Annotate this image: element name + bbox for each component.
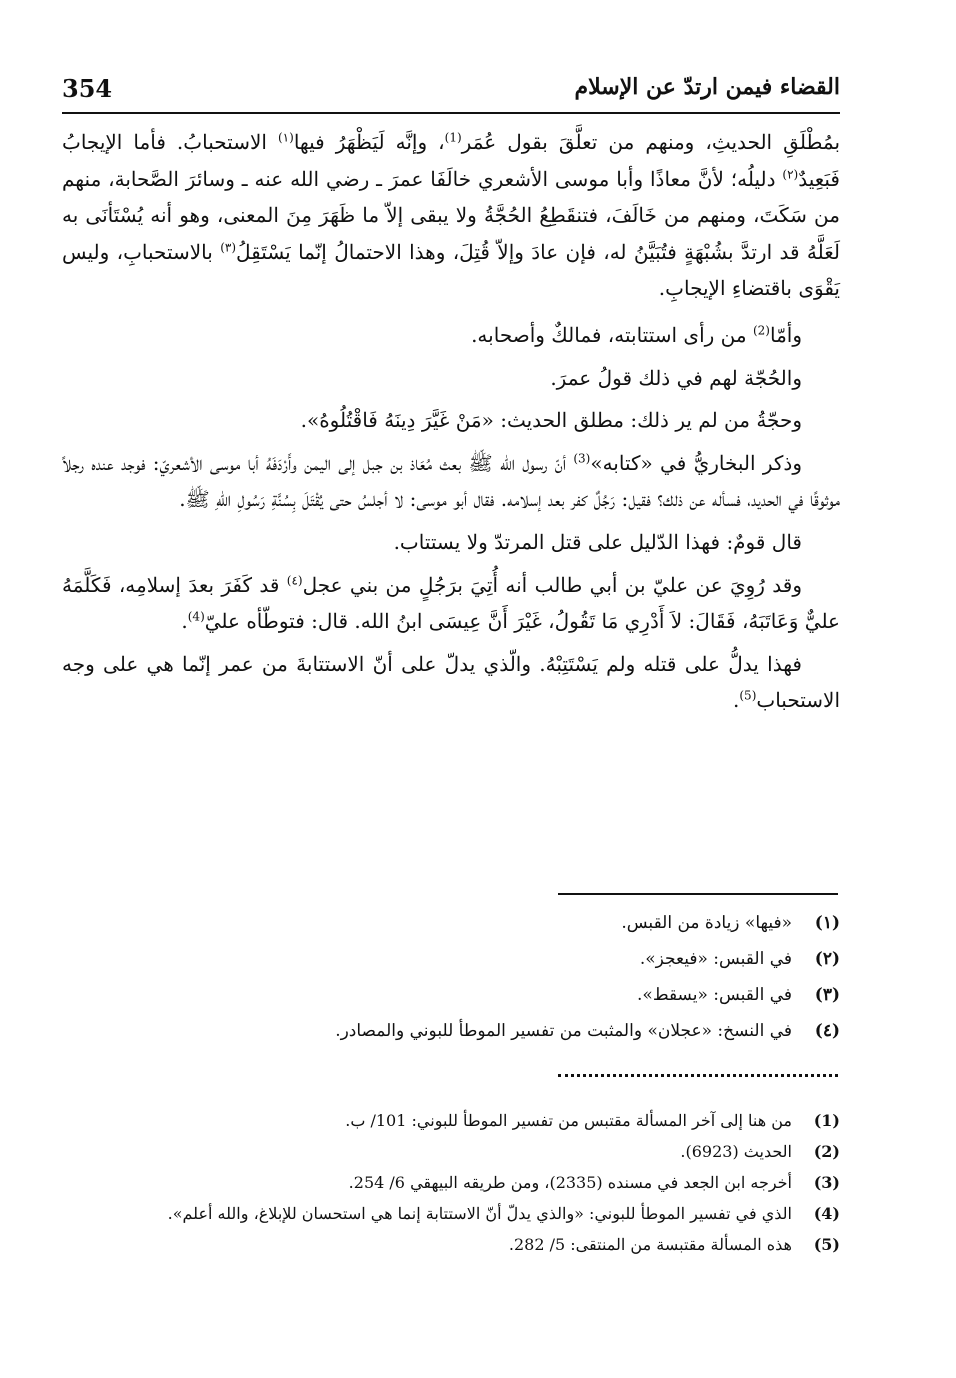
footnote-item [62, 1013, 840, 1049]
footnote-ref: (2) [752, 323, 770, 338]
running-title: القضاء فيمن ارتدّ عن الإسلام [574, 74, 840, 100]
footnote-text: هذه المسألة مقتبسة من المنتقى: 5/ 282. [508, 1235, 792, 1254]
footnote-item [62, 941, 840, 977]
footnote-ref: (5) [739, 688, 757, 703]
footnote-ref: (3) [573, 451, 591, 466]
footnote-ref: (1) [444, 130, 462, 145]
manuscript-footnotes [62, 905, 840, 1049]
main-text [62, 124, 840, 725]
footnote-ref: (٢) [782, 166, 799, 181]
footnote-separator [558, 893, 838, 895]
header-rule [62, 112, 840, 114]
footnote-item [62, 977, 840, 1013]
paragraph-7: وقد رُوِيَ عن عليّ بن أبي طالب أنه أُتِيَ برَجُلٍ من بني عجل$^{(٤)}$ قد كَفَرَ بعدَ إسلامِه، فَكَلَّمَهُ عليٌّ وَعَاتَبَهُ، فَقَالَ: لاَ أَدْرِي مَا تَقُولُ، غَيْرَ أَنَّ عِيسَى ابنُ الله. قال: فتوطّأه عليّ$^{(4)}$. [62, 572, 840, 634]
footnote-text: «فيها» زيادة من القبس. [621, 913, 792, 933]
footnote-number: (1) [813, 1111, 840, 1130]
footnote-ref: (4) [187, 609, 205, 624]
footnote-item [62, 905, 840, 941]
footnote-text: أخرجه ابن الجعد في مسنده (2335)، ومن طريقه البيهقي 6/ 254. [348, 1173, 792, 1192]
footnote-number: (٢) [814, 949, 840, 969]
footnote-ref: (٤) [286, 572, 303, 587]
page-number: 354 [62, 74, 113, 103]
footnote-number: (3) [813, 1173, 840, 1192]
editor-footnotes [62, 1105, 840, 1260]
dotted-separator [558, 1074, 838, 1077]
footnote-number: (4) [813, 1204, 840, 1223]
paragraph-6: قال قومٌ: فهذا الدّليل على قتل المرتدّ ولا يستتاب. [393, 529, 802, 554]
footnote-text: الذي في تفسير الموطأ للبوني: «والذي يدلّ أنّ الاستتابة إنما هي استحسان للإبلاغ، والله أعلم». [167, 1204, 792, 1223]
footnote-text: في القبس: «فيعجز». [639, 949, 792, 969]
footnote-text: الحديث (6923). [680, 1142, 792, 1161]
paragraph-2: وأمّا$^{(2)}$ من رأى استتابته، فمالكٌ وأصحابه. [471, 322, 802, 347]
footnote-number: (١) [814, 913, 840, 933]
footnote-number: (٤) [814, 1021, 840, 1041]
footnote-number: (2) [813, 1142, 840, 1161]
paragraph-3: والحُجّة لهم في ذلك قولُ عمرَ. [550, 365, 802, 390]
footnote-text: في القبس: «يسقط». [637, 985, 792, 1005]
paragraph-4: وحجّةُ من لم ير ذلك: مطلق الحديث: «مَنْ غَيَّرَ دِينَهُ فَاقْتُلُوهُ». [300, 408, 802, 433]
footnote-text: في النسخ: «عجلان» والمثبت من تفسير الموطأ للبوني والمصادر. [335, 1021, 792, 1041]
paragraph-8: فهذا يدلُّ على قتله ولم يَسْتَتِبْهُ. والّذي يدلّ على أنّ الاستتابةَ من عمر إنّما هي على وجه الاستحباب$^{(5)}$. [62, 651, 840, 713]
paragraph-1: بمُطْلَقِ الحديثِ، ومنهم من تعلَّقَ بقول عُمَر$^{(1)}$، وإنَّه لَيَظْهَرُ فيها$^{(١)}$ الاستحبابُ. فأما الإيجابُ فَبَعِيدٌ$^{(٢)}$ دليلُه؛ لأنَّ معاذًا وأبا موسى الأشعري خالَفَا عمرَ ـ رضي الله عنه ـ وسائرَ الصَّحابة، منهم من سَكَتَ، ومنهم من خَالَفَ، فتنقَطِعُ الحُجَّةُ ولا يبقى إلاّ ما ظَهَرَ مِنَ المعنى، وهو أنه يُسْتَأنَى به لَعَلَّهُ قد ارتدَّ بشُبْهَةٍ فتُبَيَّنُ له، فإن عادَ وإلاّ قُتِلَ، وهذا الاحتمالُ إنّما يَسْتَقِلُ$^{(٣)}$ بالاستحبابِ، وليس يَقْوَى باقتضاءِ الإيجابِ. [62, 130, 841, 301]
footnote-item [62, 1198, 840, 1229]
footnote-ref: (٣) [220, 240, 237, 255]
footnote-item [62, 1167, 840, 1198]
footnote-text: من هنا إلى آخر المسألة مقتبس من تفسير الموطأ للبوني: 101/ ب. [345, 1111, 792, 1130]
paragraph-5: وذكر البخاريُّ في «كتابه»$^{(3)}$ أنّ رسول الله ﷺ بعث مُعَاذ بن جبل إلى اليمن وأَرْدَفَهُ أبا موسى الأشعريّ: فوجد عنده رجلاً موثوقًا في الحديد، فسأله عن ذلك؟ فقيل: رَجُلٌ كفر بعد إسلامه. فقال أبو موسى: لا أجلسُ حتى يُقْتَلَ بِسُنَّةِ رَسُولِ اللهِ ﷺ. [62, 450, 840, 512]
footnote-number: (5) [813, 1235, 840, 1254]
footnote-item [62, 1136, 840, 1167]
page-header [62, 70, 840, 110]
footnote-item [62, 1229, 840, 1260]
footnote-number: (٣) [814, 985, 840, 1005]
footnote-ref: (١) [277, 130, 294, 145]
footnote-item [62, 1105, 840, 1136]
